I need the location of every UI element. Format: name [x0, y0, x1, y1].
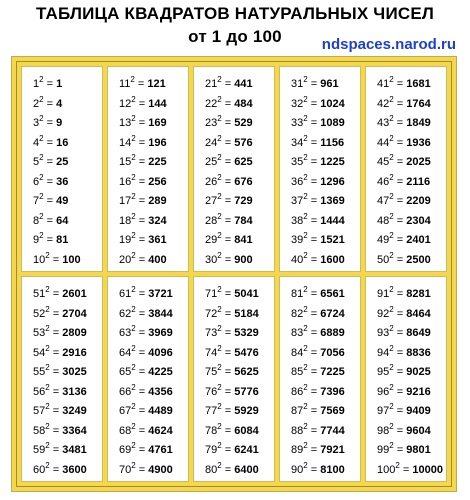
square-entry: $28^2 = 784$: [205, 211, 253, 227]
square-entry: $26^2 = 676$: [205, 172, 253, 188]
square-entry: $100^2 = 10000$: [377, 460, 443, 476]
square-entry: $30^2 = 900$: [205, 250, 253, 266]
square-entry: $63^2 = 3969$: [119, 324, 173, 339]
square-entry: $43^2 = 1849$: [377, 114, 431, 129]
square-entry: $51^2 = 2601$: [33, 285, 87, 300]
square-entry: $64^2 = 4096$: [119, 343, 173, 359]
square-entry: $18^2 = 324$: [119, 211, 167, 227]
square-entry: $84^2 = 7056$: [291, 343, 345, 359]
square-entry: $90^2 = 8100$: [291, 460, 345, 476]
square-entry: $8^2 = 64$: [33, 211, 69, 227]
square-entry: $81^2 = 6561$: [291, 285, 345, 300]
square-entry: $14^2 = 196$: [119, 133, 167, 149]
square-entry: $44^2 = 1936$: [377, 133, 431, 149]
square-entry: $65^2 = 4225$: [119, 363, 173, 378]
square-entry: $85^2 = 7225$: [291, 363, 345, 378]
square-entry: $35^2 = 1225$: [291, 153, 345, 168]
square-entry: $52^2 = 2704$: [33, 304, 87, 320]
square-entry: $87^2 = 7569$: [291, 402, 345, 417]
square-entry: $11^2 = 121$: [119, 75, 166, 90]
square-entry: $54^2 = 2916$: [33, 343, 87, 359]
square-entry: $17^2 = 289$: [119, 192, 167, 207]
squares-column: [21, 276, 103, 482]
square-entry: $29^2 = 841$: [205, 231, 253, 246]
square-entry: $45^2 = 2025$: [377, 153, 431, 168]
square-entry: $86^2 = 7396$: [291, 382, 345, 398]
square-entry: $42^2 = 1764$: [377, 94, 431, 110]
square-entry: $66^2 = 4356$: [119, 382, 173, 398]
square-entry: $95^2 = 9025$: [377, 363, 431, 378]
square-entry: $13^2 = 169$: [119, 114, 167, 129]
square-entry: $69^2 = 4761$: [119, 441, 173, 456]
square-entry: $89^2 = 7921$: [291, 441, 345, 456]
square-entry: $41^2 = 1681$: [377, 75, 431, 90]
squares-column: [193, 276, 275, 482]
square-entry: $75^2 = 5625$: [205, 363, 259, 378]
square-entry: $10^2 = 100$: [33, 250, 81, 266]
square-entry: $77^2 = 5929$: [205, 402, 259, 417]
squares-column: [279, 66, 361, 272]
square-entry: $71^2 = 5041$: [205, 285, 259, 300]
squares-column: [107, 66, 189, 272]
square-entry: $73^2 = 5329$: [205, 324, 259, 339]
square-entry: $2^2 = 4$: [33, 94, 63, 110]
square-entry: $21^2 = 441$: [205, 75, 253, 90]
square-entry: $16^2 = 256$: [119, 172, 167, 188]
square-entry: $7^2 = 49$: [33, 192, 69, 207]
square-entry: $78^2 = 6084$: [205, 421, 259, 437]
square-entry: $23^2 = 529$: [205, 114, 253, 129]
square-entry: $47^2 = 2209$: [377, 192, 431, 207]
page-title: ТАБЛИЦА КВАДРАТОВ НАТУРАЛЬНЫХ ЧИСЕЛ: [35, 4, 435, 23]
square-entry: $33^2 = 1089$: [291, 114, 345, 129]
squares-table: [16, 61, 452, 487]
square-entry: $59^2 = 3481$: [33, 441, 87, 456]
square-entry: $79^2 = 6241$: [205, 441, 259, 456]
square-entry: $70^2 = 4900$: [119, 460, 173, 476]
square-entry: $34^2 = 1156$: [291, 133, 345, 149]
squares-column: [107, 276, 189, 482]
squares-column: [365, 66, 447, 272]
square-entry: $80^2 = 6400$: [205, 460, 259, 476]
square-entry: $19^2 = 361$: [119, 231, 167, 246]
square-entry: $72^2 = 5184$: [205, 304, 259, 320]
square-entry: $27^2 = 729$: [205, 192, 253, 207]
square-entry: $31^2 = 961$: [291, 75, 339, 90]
square-entry: $74^2 = 5476$: [205, 343, 259, 359]
square-entry: $39^2 = 1521$: [291, 231, 345, 246]
square-entry: $22^2 = 484$: [205, 94, 253, 110]
page-subtitle: от 1 до 100: [188, 27, 282, 46]
square-entry: $68^2 = 4624$: [119, 421, 173, 437]
square-entry: $36^2 = 1296$: [291, 172, 345, 188]
square-entry: $96^2 = 9216$: [377, 382, 431, 398]
square-entry: $98^2 = 9604$: [377, 421, 431, 437]
square-entry: $58^2 = 3364$: [33, 421, 87, 437]
square-entry: $94^2 = 8836$: [377, 343, 431, 359]
square-entry: $53^2 = 2809$: [33, 324, 87, 339]
square-entry: $15^2 = 225$: [119, 153, 167, 168]
squares-table-frame: [11, 56, 457, 492]
square-entry: $48^2 = 2304$: [377, 211, 431, 227]
square-entry: $57^2 = 3249$: [33, 402, 87, 417]
square-entry: $50^2 = 2500$: [377, 250, 431, 266]
square-entry: $56^2 = 3136$: [33, 382, 87, 398]
square-entry: $25^2 = 625$: [205, 153, 253, 168]
square-entry: $3^2 = 9$: [33, 114, 63, 129]
square-entry: $91^2 = 8281$: [377, 285, 431, 300]
square-entry: $97^2 = 9409$: [377, 402, 431, 417]
square-entry: $55^2 = 3025$: [33, 363, 87, 378]
square-entry: $67^2 = 4489$: [119, 402, 173, 417]
square-entry: $37^2 = 1369$: [291, 192, 345, 207]
square-entry: $12^2 = 144$: [119, 94, 167, 110]
square-entry: $60^2 = 3600$: [33, 460, 87, 476]
square-entry: $20^2 = 400$: [119, 250, 167, 266]
square-entry: $83^2 = 6889$: [291, 324, 345, 339]
square-entry: $1^2 = 1$: [33, 75, 63, 90]
square-entry: $46^2 = 2116$: [377, 172, 431, 188]
square-entry: $40^2 = 1600$: [291, 250, 345, 266]
squares-column: [21, 66, 103, 272]
square-entry: $24^2 = 576$: [205, 133, 253, 149]
square-entry: $61^2 = 3721$: [119, 285, 173, 300]
square-entry: $62^2 = 3844$: [119, 304, 173, 320]
square-entry: $38^2 = 1444$: [291, 211, 345, 227]
site-link[interactable]: ndspaces.narod.ru: [321, 36, 456, 53]
square-entry: $49^2 = 2401$: [377, 231, 431, 246]
squares-column: [193, 66, 275, 272]
square-entry: $6^2 = 36$: [33, 172, 69, 188]
square-entry: $76^2 = 5776$: [205, 382, 259, 398]
square-entry: $93^2 = 8649$: [377, 324, 431, 339]
square-entry: $82^2 = 6724$: [291, 304, 345, 320]
square-entry: $4^2 = 16$: [33, 133, 69, 149]
square-entry: $88^2 = 7744$: [291, 421, 345, 437]
squares-column: [365, 276, 447, 482]
square-entry: $5^2 = 25$: [33, 153, 69, 168]
square-entry: $32^2 = 1024$: [291, 94, 345, 110]
square-entry: $99^2 = 9801$: [377, 441, 431, 456]
squares-column: [279, 276, 361, 482]
square-entry: $92^2 = 8464$: [377, 304, 431, 320]
square-entry: $9^2 = 81$: [33, 231, 69, 246]
